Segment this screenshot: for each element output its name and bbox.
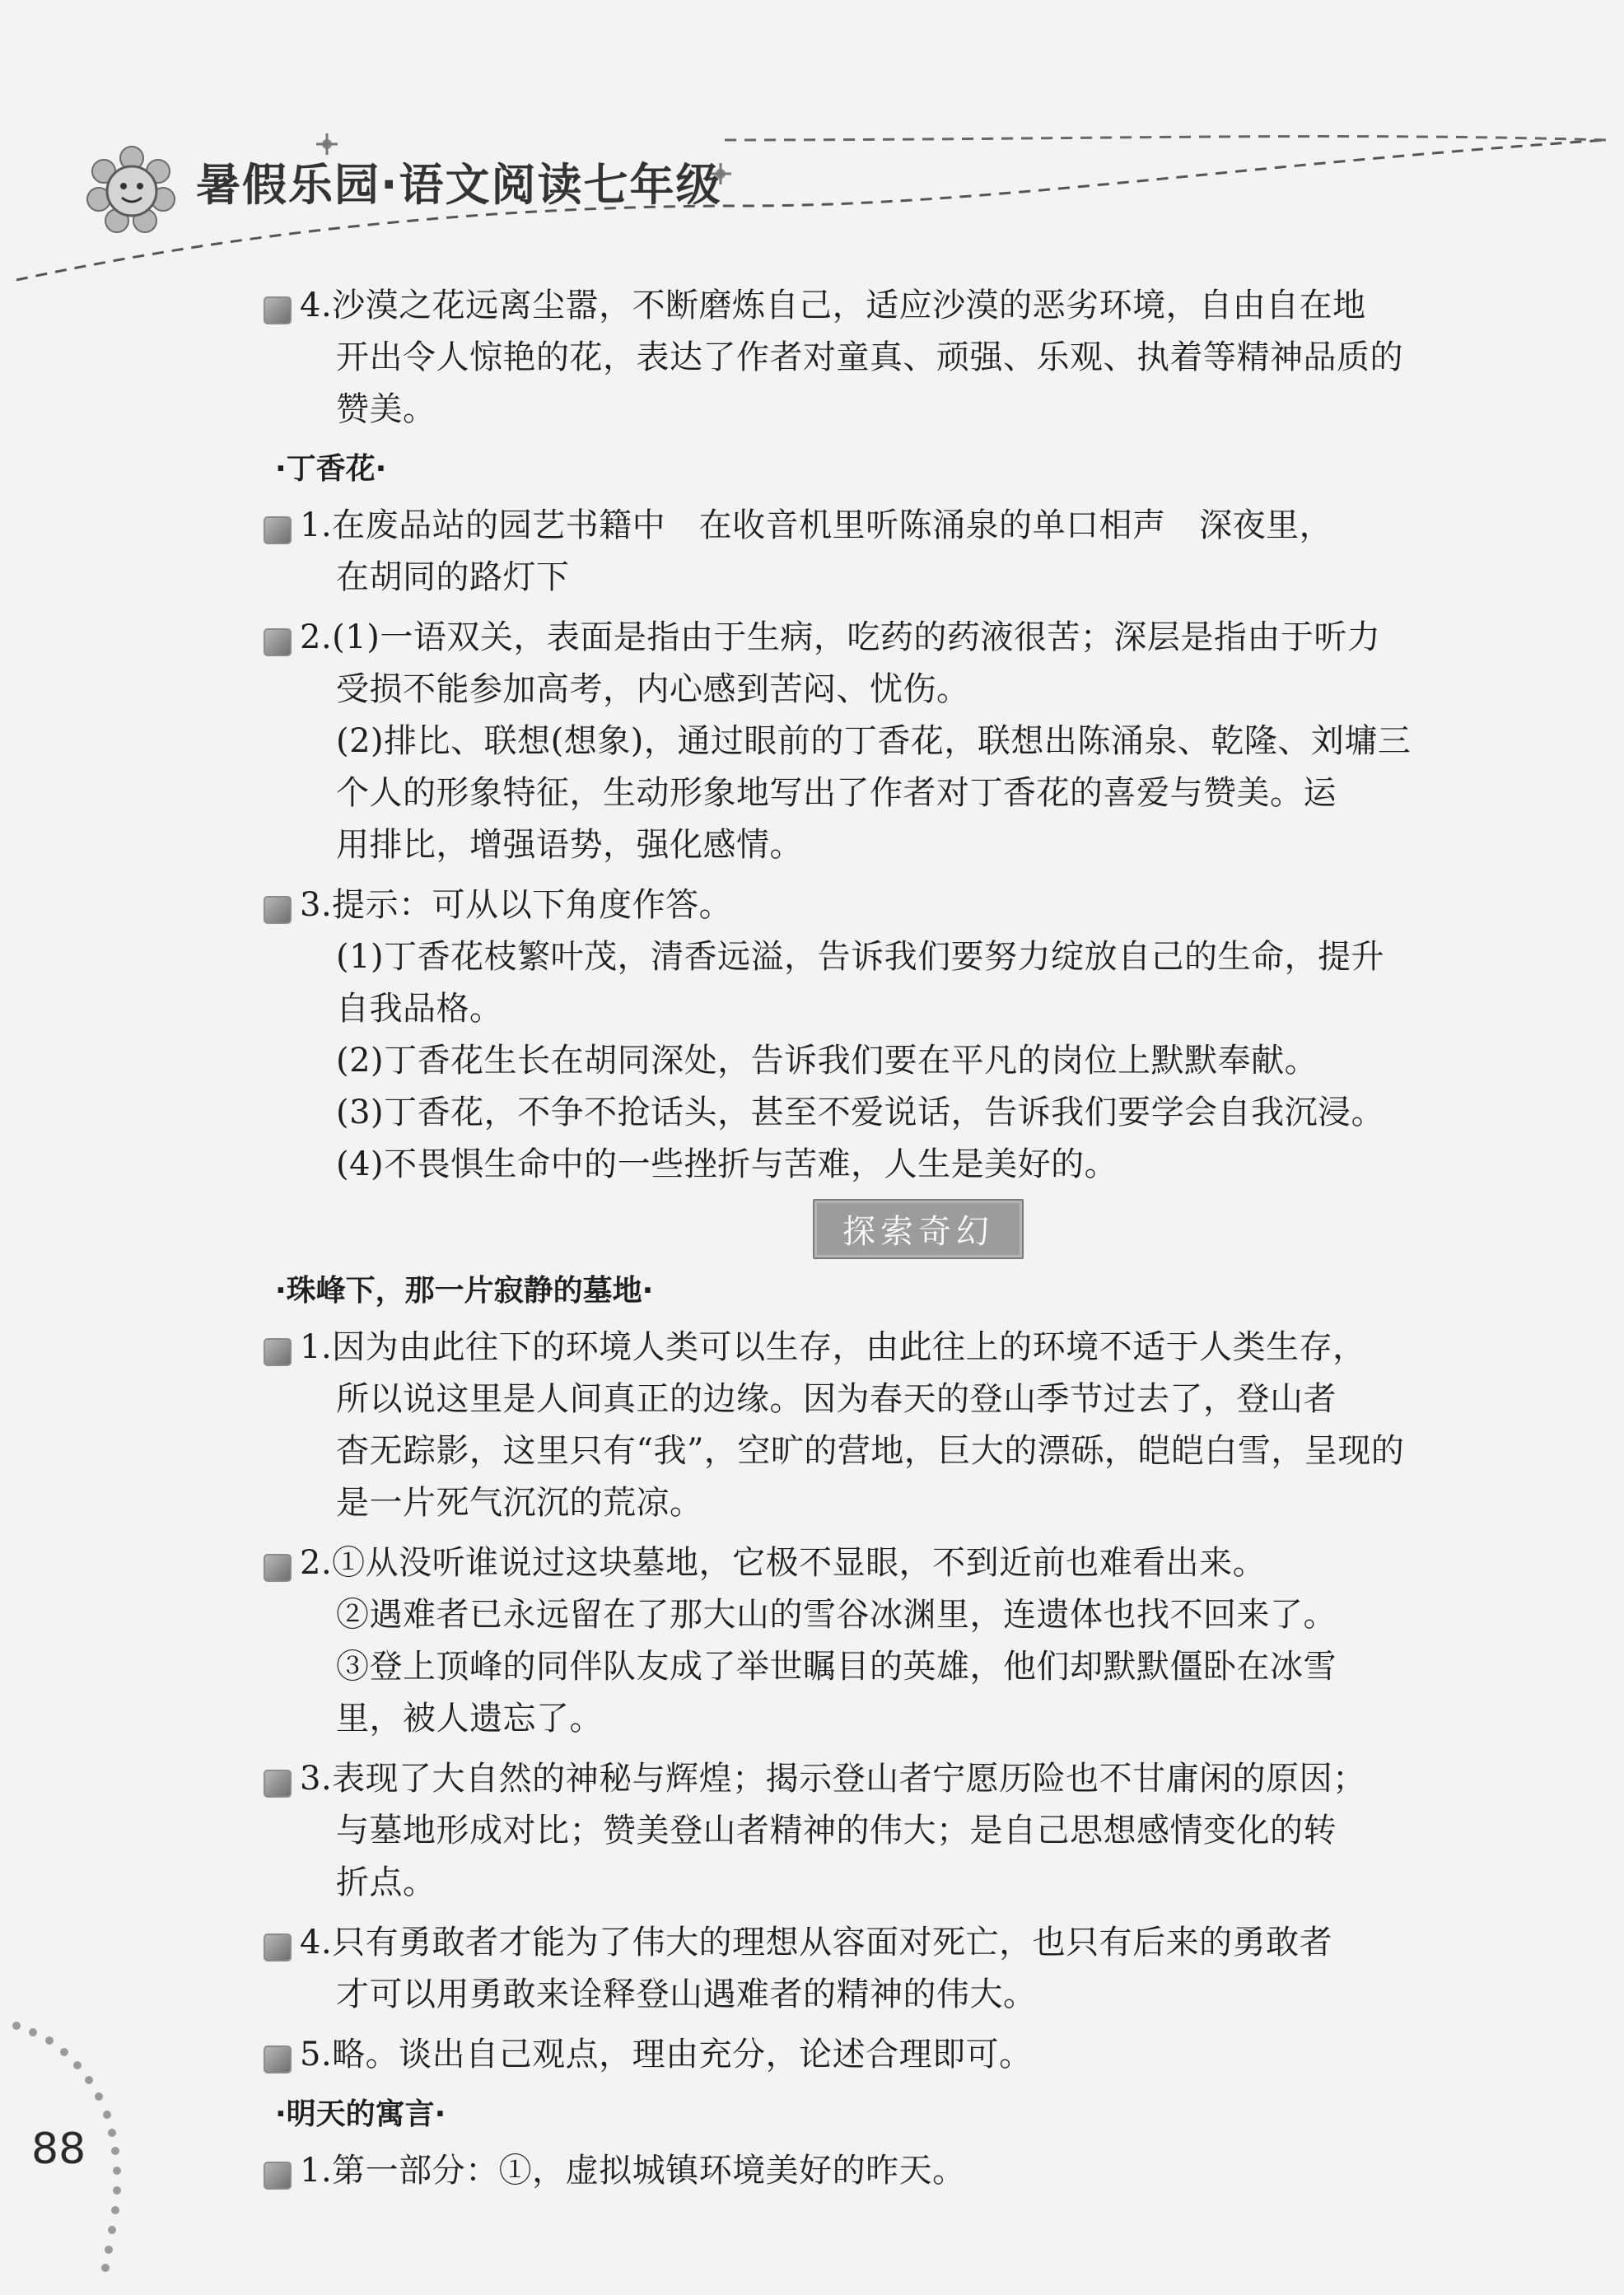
square-bullet-icon — [264, 2162, 292, 2190]
answer-line: 2.①从没听谁说过这块墓地，它极不显眼，不到近前也难看出来。 — [300, 1544, 1267, 1582]
header-decoration — [0, 0, 1624, 296]
sun-flower-icon — [82, 140, 181, 239]
answer-line: (2)丁香花生长在胡同深处，告诉我们要在平凡的岗位上默默奉献。 — [336, 1042, 1318, 1080]
answer-line: 在胡同的路灯下 — [336, 558, 570, 596]
answer-line: (2)排比、联想(想象)，通过眼前的丁香花，联想出陈涌泉、乾隆、刘墉三 — [336, 722, 1412, 760]
answer-line: 2.(1)一语双关，表面是指由于生病，吃药的药液很苦；深层是指由于听力 — [300, 618, 1381, 656]
answer-line: 受损不能参加高考，内心感到苦闷、忧伤。 — [336, 670, 970, 708]
answer-line: ②遇难者已永远留在了那大山的雪谷冰渊里，连遗体也找不回来了。 — [336, 1596, 1337, 1634]
section-title: ·丁香花· — [275, 452, 387, 486]
answer-item — [264, 612, 1449, 871]
answer-line: 折点。 — [336, 1864, 436, 1901]
answer-line: 4.沙漠之花远离尘嚣，不断磨炼自己，适应沙漠的恶劣环境，自由自在地 — [300, 287, 1366, 324]
answer-item — [264, 1322, 1449, 1529]
answer-line: 是一片死气沉沉的荒凉。 — [336, 1484, 703, 1522]
answer-line: ③登上顶峰的同伴队友成了举世瞩目的英雄，他们却默默僵卧在冰雪 — [336, 1648, 1337, 1686]
answer-line: 自我品格。 — [336, 990, 503, 1028]
answer-line: 杳无踪影，这里只有“我”，空旷的营地，巨大的漂砾，皑皑白雪，呈现的 — [336, 1432, 1405, 1470]
answer-line: 个人的形象特征，生动形象地写出了作者对丁香花的喜爱与赞美。运 — [336, 774, 1337, 812]
square-bullet-icon — [264, 628, 292, 656]
answer-item — [264, 879, 1449, 1191]
answer-item — [264, 1537, 1449, 1745]
answer-line: (1)丁香花枝繁叶茂，清香远溢，告诉我们要努力绽放自己的生命，提升 — [336, 938, 1385, 976]
answer-line: 用排比，增强语势，强化感情。 — [336, 826, 803, 864]
answer-line: 与墓地形成对比；赞美登山者精神的伟大；是自己思想感情变化的转 — [336, 1812, 1337, 1850]
answer-line: 1.在废品站的园艺书籍中 在收音机里听陈涌泉的单口相声 深夜里， — [300, 506, 1333, 544]
answer-line: 1.因为由此往下的环境人类可以生存，由此往上的环境不适于人类生存， — [300, 1328, 1366, 1366]
answer-item — [264, 2029, 1449, 2081]
answer-line: (4)不畏惧生命中的一些挫折与苦难，人生是美好的。 — [336, 1145, 1118, 1183]
header-title: 暑假乐园·语文阅读七年级 — [196, 159, 722, 211]
section-title: ·珠峰下，那一片寂静的墓地· — [275, 1274, 654, 1308]
answer-item — [264, 2145, 1449, 2197]
square-bullet-icon — [264, 896, 292, 924]
square-bullet-icon — [264, 1933, 292, 1961]
answer-line: (3)丁香花，不争不抢话头，甚至不爱说话，告诉我们要学会自我沉浸。 — [336, 1094, 1385, 1131]
answer-item — [264, 500, 1449, 604]
answer-line: 3.表现了大自然的神秘与辉煌；揭示登山者宁愿历险也不甘庸闲的原因； — [300, 1760, 1366, 1798]
page-number: 88 — [31, 2125, 86, 2174]
chapter-banner: 探索奇幻 — [813, 1199, 1024, 1259]
answer-line: 4.只有勇敢者才能为了伟大的理想从容面对死亡，也只有后来的勇敢者 — [300, 1924, 1333, 1961]
square-bullet-icon — [264, 516, 292, 544]
section-title: ·明天的寓言· — [275, 2097, 446, 2131]
answer-line: 3.提示：可从以下角度作答。 — [300, 886, 733, 924]
answer-item — [264, 1753, 1449, 1909]
answer-line: 1.第一部分：①，虚拟城镇环境美好的昨天。 — [300, 2152, 966, 2190]
answer-line: 赞美。 — [336, 390, 436, 428]
square-bullet-icon — [264, 1338, 292, 1366]
answer-line: 5.略。谈出自己观点，理由充分，论述合理即可。 — [300, 2036, 1033, 2073]
square-bullet-icon — [264, 296, 292, 324]
answer-content — [264, 280, 1449, 2205]
answer-item — [264, 280, 1449, 436]
answer-line: 所以说这里是人间真正的边缘。因为春天的登山季节过去了，登山者 — [336, 1380, 1337, 1418]
answer-line: 开出令人惊艳的花，表达了作者对童真、顽强、乐观、执着等精神品质的 — [336, 338, 1403, 376]
answer-line: 里，被人遗忘了。 — [336, 1700, 603, 1738]
answer-item — [264, 1917, 1449, 2021]
square-bullet-icon — [264, 2045, 292, 2073]
answer-line: 才可以用勇敢来诠释登山遇难者的精神的伟大。 — [336, 1975, 1037, 2013]
square-bullet-icon — [264, 1554, 292, 1582]
square-bullet-icon — [264, 1770, 292, 1798]
